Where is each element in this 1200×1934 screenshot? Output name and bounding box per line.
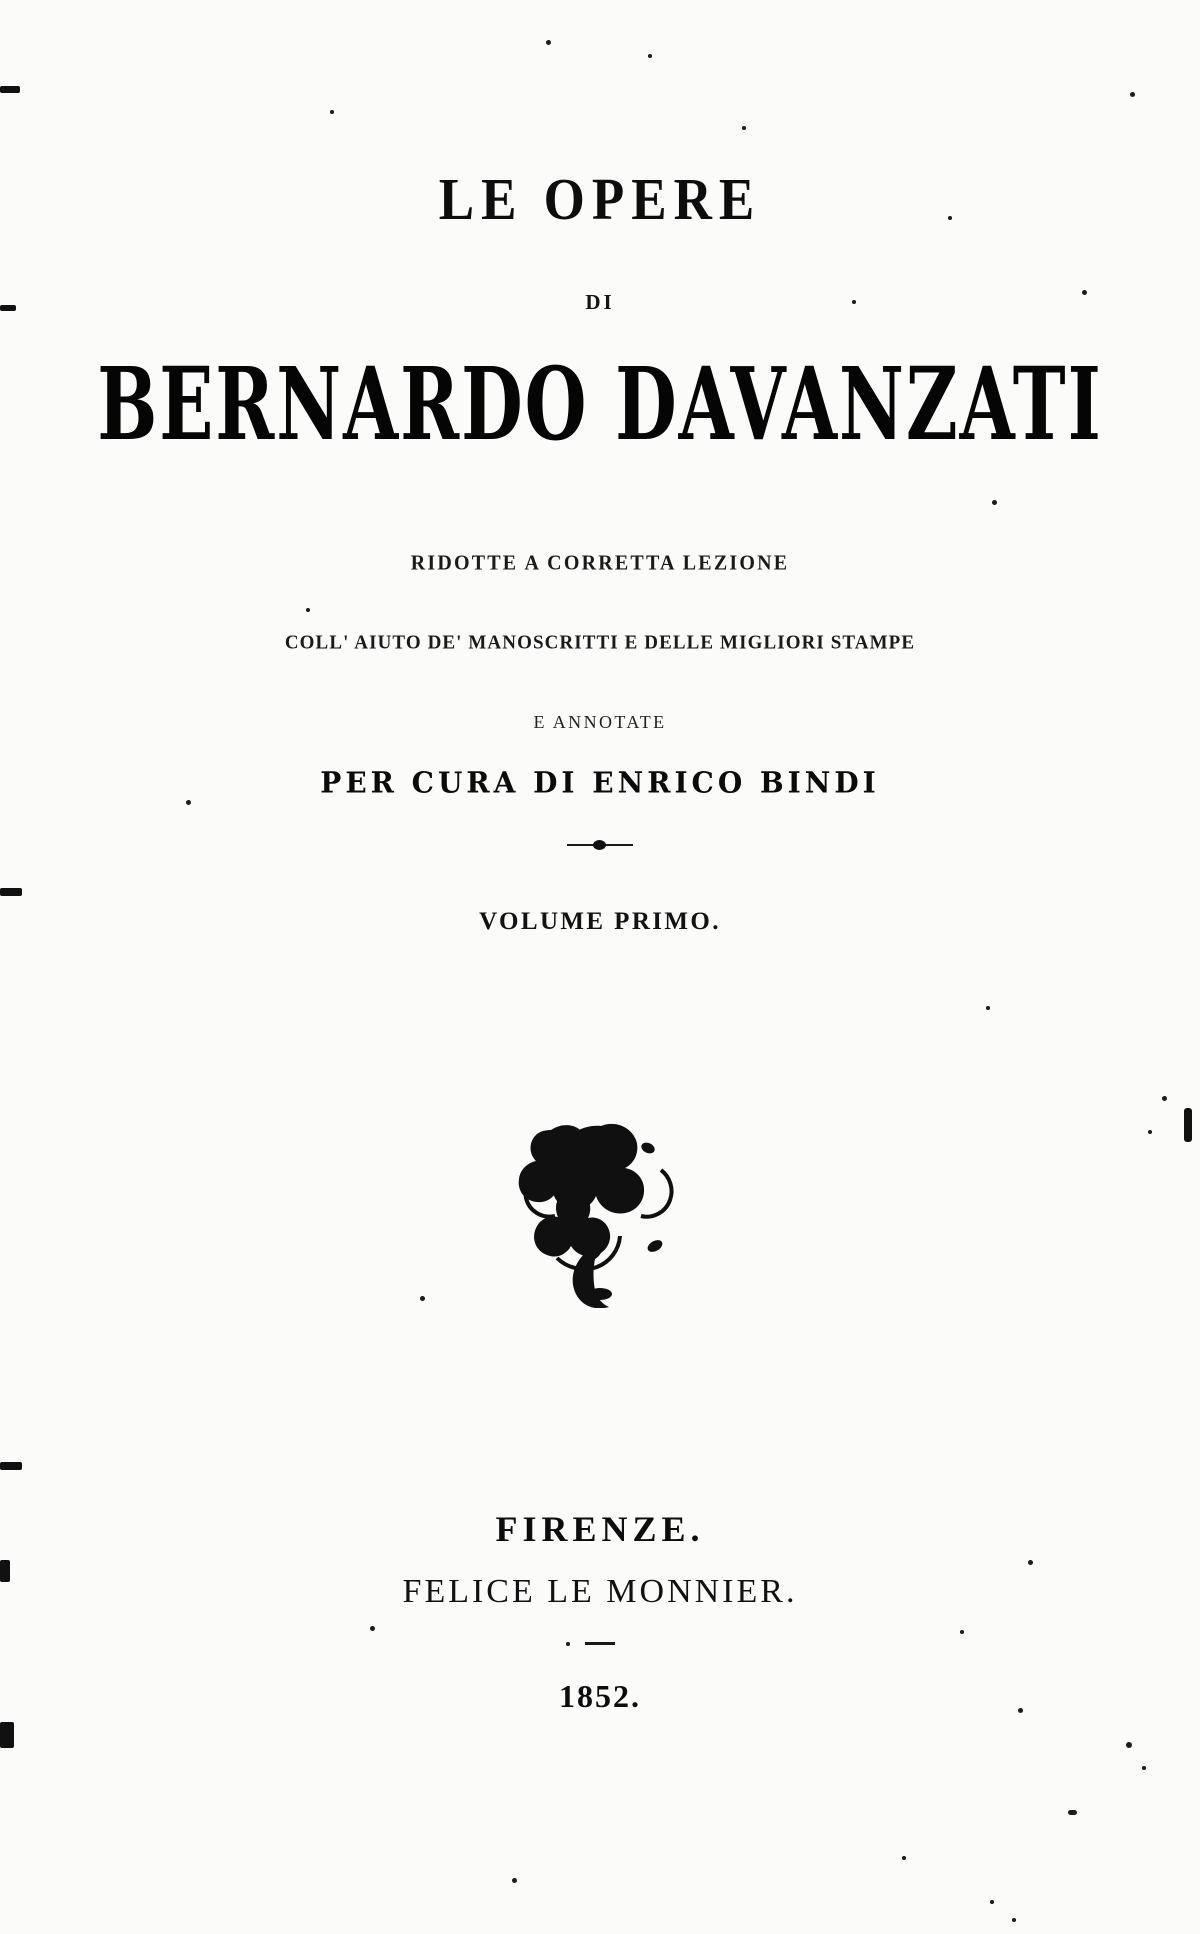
author-name: BERNARDO DAVANZATI [97, 346, 1103, 464]
scan-speckle [648, 54, 652, 58]
imprint-publisher: FELICE LE MONNIER. [402, 1573, 798, 1610]
scan-speckle [420, 1296, 425, 1301]
volume-label: VOLUME PRIMO. [479, 908, 721, 935]
scan-speckle [948, 216, 952, 220]
scan-speckle [1028, 1560, 1033, 1565]
scan-speckle [742, 126, 746, 130]
scan-edge-mark [0, 1722, 14, 1748]
scan-edge-mark [0, 1560, 10, 1582]
scan-speckle [1142, 1766, 1146, 1770]
scan-speckle [566, 1642, 570, 1646]
scan-edge-mark [0, 305, 16, 311]
scan-speckle [1162, 1096, 1167, 1101]
title-connector: DI [585, 290, 615, 314]
imprint-divider [585, 1642, 615, 1645]
scan-speckle [990, 1900, 994, 1904]
scan-speckle [1018, 1708, 1023, 1713]
scan-speckle [852, 300, 856, 304]
scan-speckle [306, 608, 310, 612]
scan-speckle [370, 1626, 375, 1631]
publisher-monogram-ornament [505, 1108, 695, 1308]
divider-ornament [567, 840, 633, 850]
imprint-year: 1852. [559, 1678, 641, 1714]
scan-speckle [512, 1878, 517, 1883]
scan-speckle [1148, 1130, 1152, 1134]
scan-speckle [992, 500, 997, 505]
scan-speckle [1126, 1742, 1132, 1748]
scan-edge-mark [0, 1462, 22, 1470]
scan-edge-mark [1184, 1108, 1192, 1142]
scan-speckle [960, 1630, 964, 1634]
scan-speckle [902, 1856, 906, 1860]
imprint-city: FIRENZE. [495, 1509, 705, 1549]
scan-edge-mark [0, 888, 22, 896]
subtitle-line-3: E ANNOTATE [533, 712, 667, 732]
scan-edge-mark [0, 86, 20, 93]
scan-speckle [986, 1006, 990, 1010]
scan-speckle [330, 110, 334, 114]
scan-speckle [1082, 290, 1087, 295]
divider-dot-icon [593, 840, 606, 850]
scan-speckle [1068, 1810, 1077, 1815]
scan-speckle [1130, 92, 1135, 97]
subtitle-line-1: RIDOTTE A CORRETTA LEZIONE [410, 551, 790, 575]
subtitle-line-2: COLL' AIUTO DE' MANOSCRITTI E DELLE MIGLIORI STAMPE [284, 631, 916, 654]
page-title: LE OPERE [438, 167, 762, 233]
scan-speckle [1012, 1918, 1016, 1922]
editor-credit: PER CURA DI ENRICO BINDI [320, 765, 880, 800]
scan-speckle [186, 800, 191, 805]
scan-speckle [546, 40, 551, 45]
